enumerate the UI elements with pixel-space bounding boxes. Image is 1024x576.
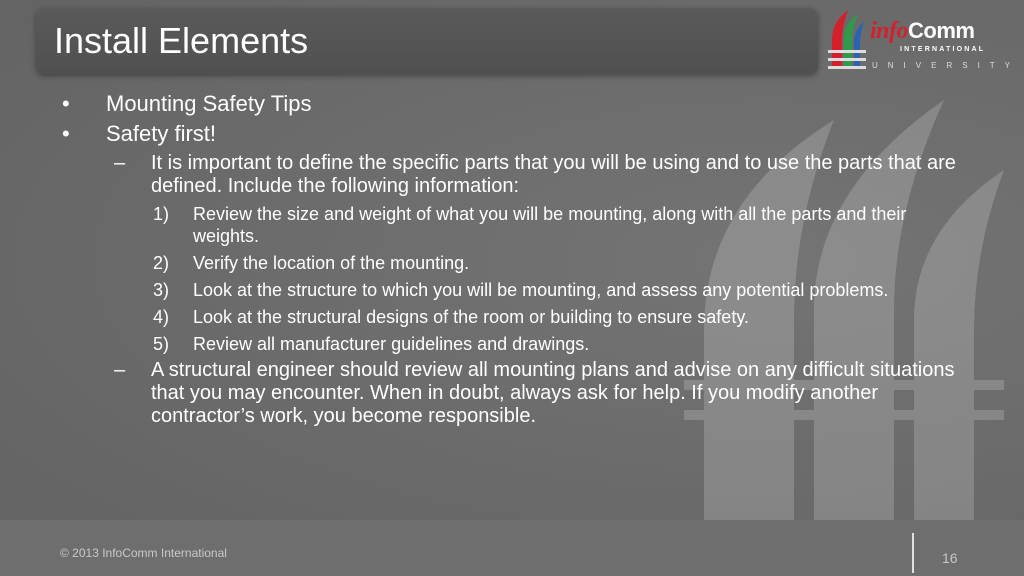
bullet-marker: • xyxy=(62,121,70,146)
footer-divider xyxy=(912,533,914,573)
numbered-item xyxy=(58,306,958,328)
numbered-marker: 2) xyxy=(153,253,170,273)
slide-content xyxy=(58,90,958,428)
numbered-item xyxy=(58,279,958,301)
sub-bullet-text: It is important to define the specific parts that you will be using and to use the parts that are defined. Include the following information: xyxy=(151,152,956,197)
numbered-text: Look at the structure to which you will be mounting, and assess any potential problems. xyxy=(193,280,889,300)
slide-title: Install Elements xyxy=(54,20,309,61)
logo-international: INTERNATIONAL xyxy=(900,46,986,53)
copyright-text: © 2013 InfoComm International xyxy=(60,546,227,560)
infocomm-logo xyxy=(826,6,1021,74)
sub-bullet-item xyxy=(58,152,958,198)
numbered-marker: 1) xyxy=(153,204,170,224)
page-number: 16 xyxy=(942,550,958,566)
bullet-item xyxy=(58,120,958,148)
numbered-marker: 3) xyxy=(153,280,170,300)
numbered-marker: 4) xyxy=(153,307,170,327)
numbered-marker: 5) xyxy=(153,334,170,354)
infocomm-flame-icon xyxy=(826,6,868,74)
numbered-item xyxy=(58,333,958,355)
numbered-text: Look at the structural designs of the room or building to ensure safety. xyxy=(193,307,749,327)
bullet-text: Mounting Safety Tips xyxy=(106,91,312,116)
numbered-item xyxy=(58,203,958,247)
numbered-item xyxy=(58,252,958,274)
logo-wordmark: infoComm xyxy=(870,18,975,44)
sub-bullet-item xyxy=(58,359,958,428)
title-bar xyxy=(36,8,818,74)
bullet-text: Safety first! xyxy=(106,121,217,146)
numbered-text: Review all manufacturer guidelines and drawings. xyxy=(193,334,590,354)
logo-university: UNIVERSITY xyxy=(872,61,1021,70)
sub-bullet-marker: – xyxy=(114,152,126,174)
sub-bullet-text: A structural engineer should review all mounting plans and advise on any difficult situations that you may encounter. When in doubt, always ask for help. If you modify another contractor’s work, you become responsible. xyxy=(151,359,955,427)
numbered-text: Verify the location of the mounting. xyxy=(193,253,470,273)
numbered-text: Review the size and weight of what you will be mounting, along with all the parts and their weights. xyxy=(193,204,907,246)
sub-bullet-marker: – xyxy=(114,359,126,381)
bullet-item xyxy=(58,90,958,118)
bullet-marker: • xyxy=(62,91,70,116)
